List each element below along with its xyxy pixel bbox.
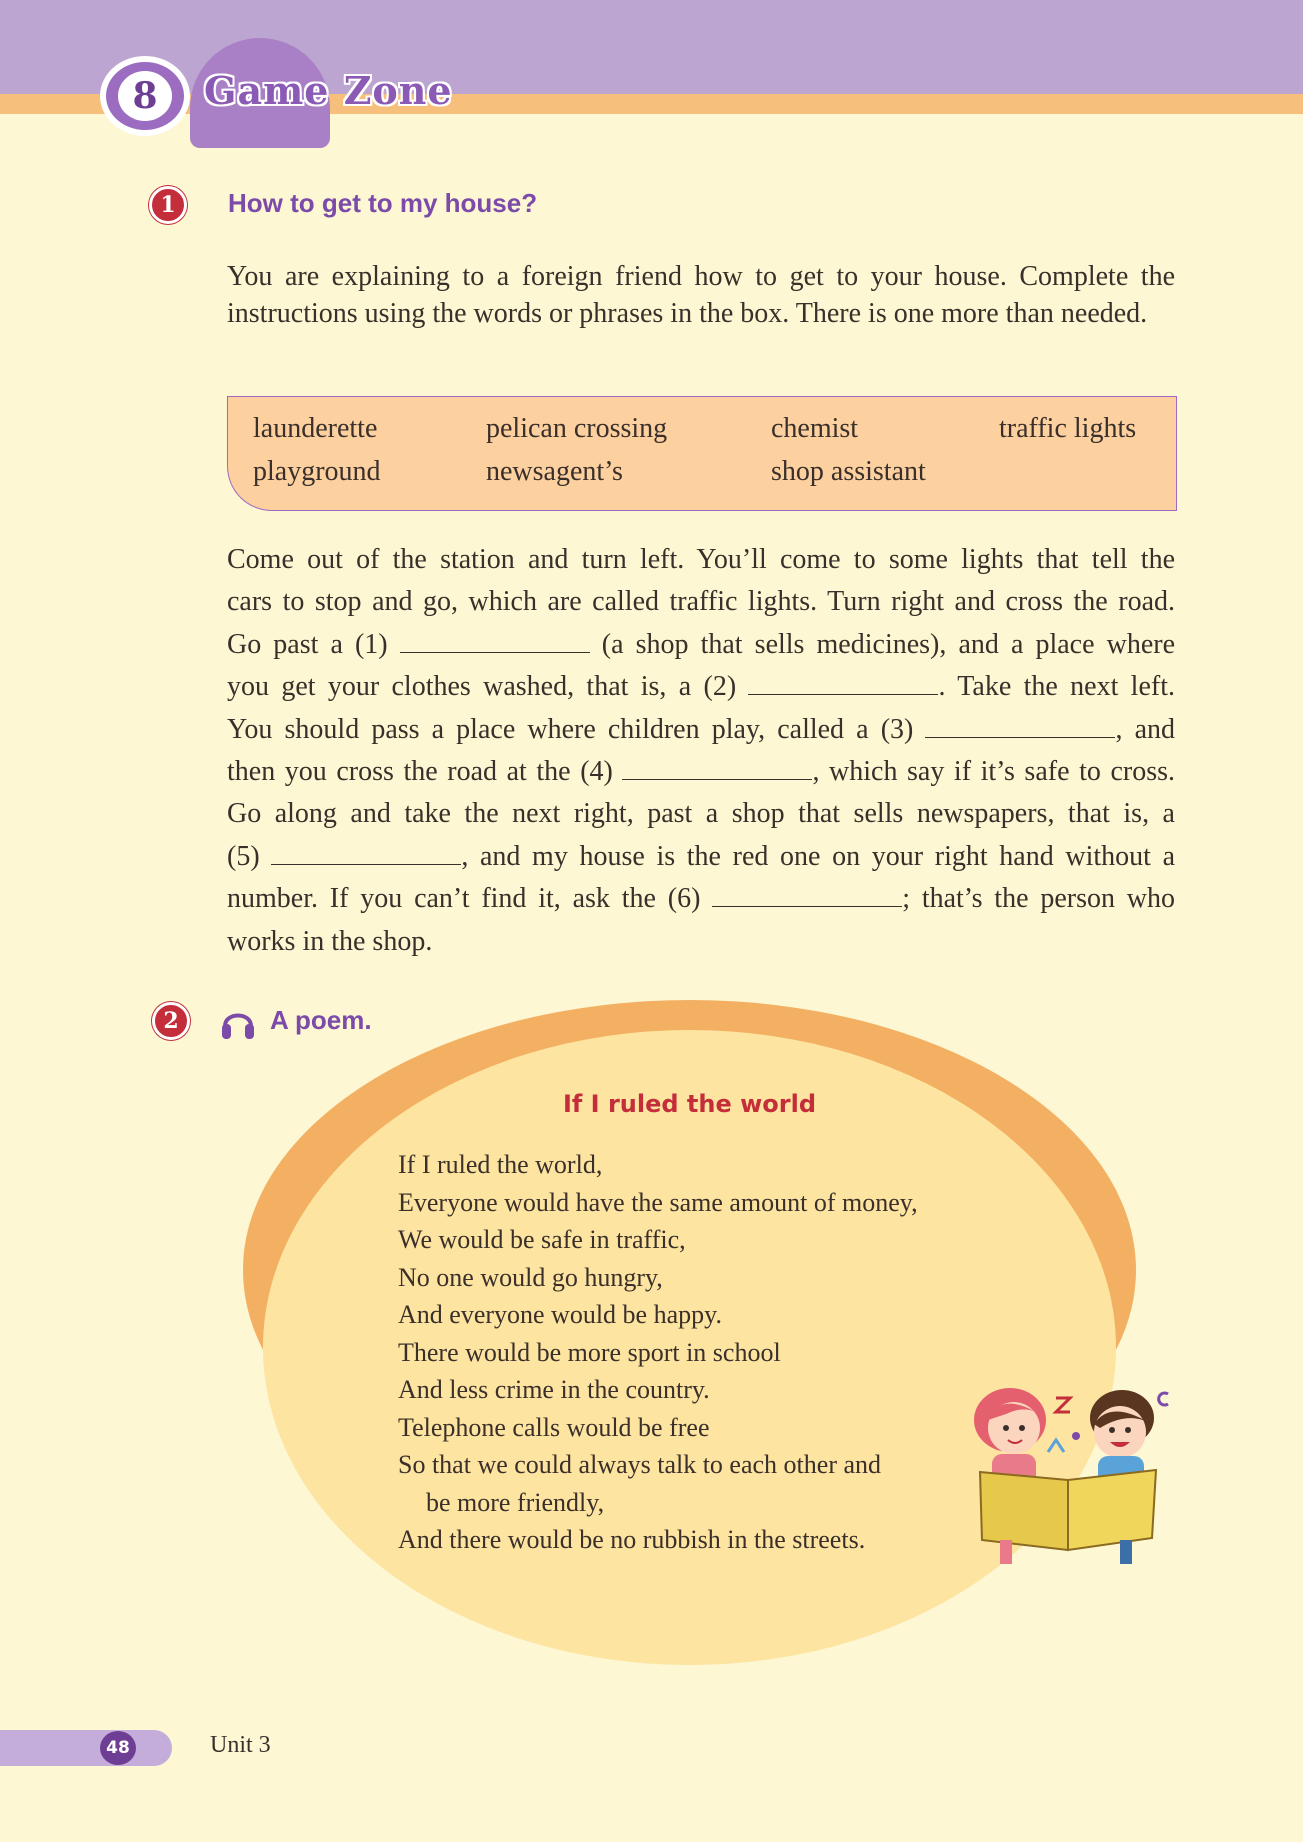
children-reading-illustration xyxy=(960,1380,1180,1570)
poem-line: No one would go hungry, xyxy=(398,1262,663,1292)
word-item: pelican crossing xyxy=(486,413,668,444)
headphones-icon[interactable] xyxy=(220,1002,256,1042)
line-text: , which say if it’s safe to cross. xyxy=(812,755,1175,787)
poem-body xyxy=(398,1146,918,1559)
line-text: Come out of the station and turn left. You’ll come to some lights that tell the xyxy=(227,544,1175,575)
unit-label: Unit 3 xyxy=(210,1732,271,1758)
word-item: newsagent’s xyxy=(486,456,623,487)
line-text: . Take the next left. xyxy=(938,671,1175,703)
word-item: traffic lights xyxy=(999,413,1137,444)
section-1-badge: 1 xyxy=(149,186,187,224)
line-text: you get your clothes washed, that is, a (2) xyxy=(227,671,749,703)
word-item: playground xyxy=(253,456,381,487)
line-text: works in the shop. xyxy=(227,925,433,957)
page-number: 48 xyxy=(100,1731,136,1765)
paragraph-line xyxy=(227,921,1175,963)
section-1-intro: You are explaining to a foreign friend how to get to your house. Complete the instructions using the words or phrases in the box. There is one more than needed. xyxy=(227,261,1175,329)
unit-badge xyxy=(100,56,190,136)
answer-blank-2[interactable] xyxy=(748,672,938,695)
line-text: Go past a (1) xyxy=(227,628,400,660)
answer-blank-1[interactable] xyxy=(400,630,590,653)
poem-line: If I ruled the world, xyxy=(398,1150,603,1179)
paragraph-line xyxy=(227,709,1175,751)
word-box xyxy=(227,396,1177,511)
word-item: launderette xyxy=(253,413,378,444)
unit-number: 8 xyxy=(118,71,172,121)
poem-line: We would be safe in traffic, xyxy=(398,1225,686,1254)
line-text: Go along and take the next right, past a shop that sells newspapers, that is, a xyxy=(227,798,1175,830)
word-item: chemist xyxy=(771,413,859,444)
directions-paragraph xyxy=(227,539,1175,963)
line-text: then you cross the road at the (4) xyxy=(227,755,623,787)
section-2-title: A poem. xyxy=(270,1005,372,1035)
paragraph-line xyxy=(227,539,1175,581)
footer-bar xyxy=(0,1730,172,1766)
poem-title: If I ruled the world xyxy=(562,1090,817,1118)
line-text: cars to stop and go, which are called traffic lights. Turn right and cross the road. xyxy=(227,586,1175,618)
section-2-badge: 2 xyxy=(152,1002,190,1040)
poem-line: Telephone calls would be free xyxy=(398,1412,710,1442)
poem-line: Everyone would have the same amount of money, xyxy=(398,1187,918,1217)
paragraph-line xyxy=(227,878,1175,920)
poem-line: There would be more sport in school xyxy=(398,1337,781,1367)
answer-blank-6[interactable] xyxy=(712,884,902,907)
poem-line: So that we could always talk to each other and xyxy=(398,1450,882,1479)
poem-line: be more friendly, xyxy=(426,1487,605,1517)
poem-line: And there would be no rubbish in the streets. xyxy=(398,1525,866,1554)
paragraph-line xyxy=(227,836,1175,878)
poem-line: And everyone would be happy. xyxy=(398,1300,722,1329)
line-text: ; that’s the person who xyxy=(902,883,1175,915)
line-text: (a shop that sells medicines), and a place where xyxy=(589,628,1175,660)
answer-blank-5[interactable] xyxy=(271,842,461,865)
paragraph-line xyxy=(227,666,1175,708)
paragraph-line xyxy=(227,624,1175,666)
line-text: number. If you can’t find it, ask the (6) xyxy=(227,883,713,915)
line-text: (5) xyxy=(227,840,272,872)
answer-blank-4[interactable] xyxy=(622,757,812,780)
poem-line: And less crime in the country. xyxy=(398,1375,710,1404)
answer-blank-3[interactable] xyxy=(925,715,1115,738)
paragraph-line xyxy=(227,581,1175,623)
section-1-title: How to get to my house? xyxy=(228,188,538,218)
line-text: You should pass a place where children play, called a (3) xyxy=(227,713,926,745)
line-text: , and xyxy=(1115,713,1175,745)
page-title: Game Zone xyxy=(204,68,453,113)
paragraph-line xyxy=(227,793,1175,835)
word-item: shop assistant xyxy=(771,456,926,487)
paragraph-line xyxy=(227,751,1175,793)
line-text: , and my house is the red one on your right hand without a xyxy=(461,840,1176,872)
